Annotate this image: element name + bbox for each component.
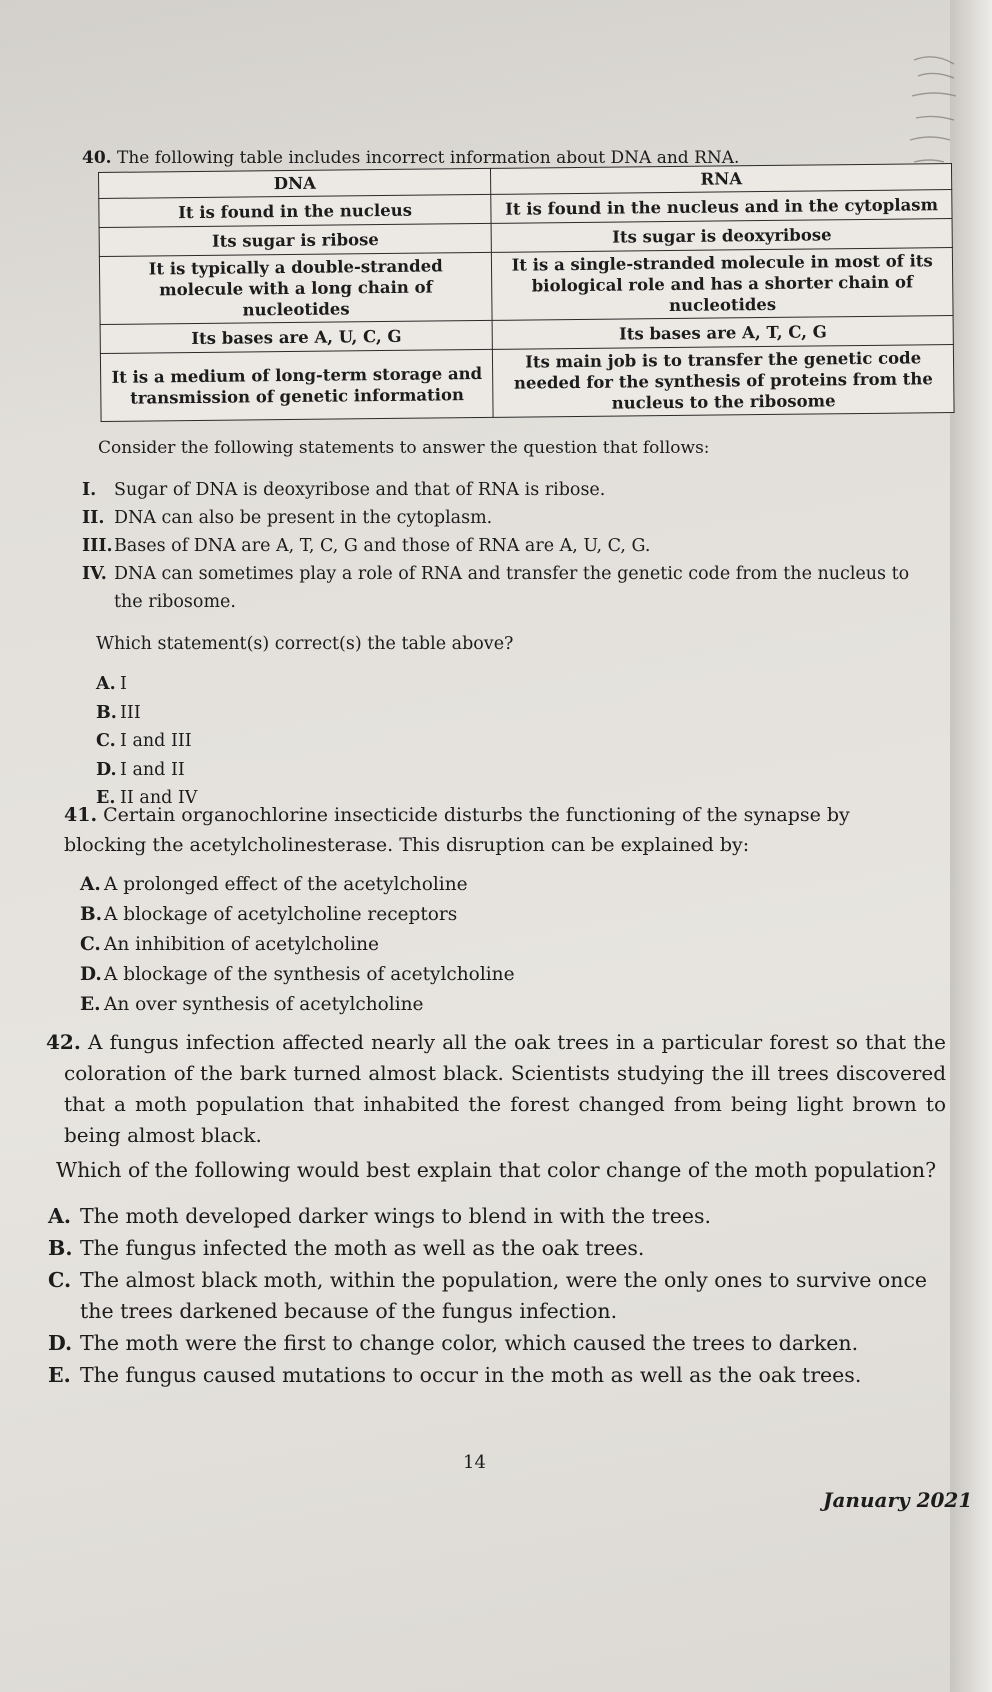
table-row <box>100 345 954 422</box>
dna-cell: It is found in the nucleus <box>99 194 492 227</box>
dna-cell: It is typically a double-stranded molecule with a long chain of nucleotides <box>99 252 492 324</box>
dna-cell: Its bases are A, U, C, G <box>100 320 493 353</box>
page-number: 14 <box>463 1452 486 1473</box>
rna-cell: Its sugar is deoxyribose <box>491 219 952 253</box>
answer-option[interactable]: D. I and II <box>96 759 185 780</box>
statement-item: II. DNA can also be present in the cytoplasm. <box>82 508 493 528</box>
answer-option[interactable]: D. A blockage of the synthesis of acetylcholine <box>80 964 515 985</box>
table-row <box>99 248 953 325</box>
question-40-title: 40. The following table includes incorrect information about DNA and RNA. <box>82 148 740 168</box>
answer-option[interactable]: B. The fungus infected the moth as well as the oak trees. <box>48 1236 645 1260</box>
adjacent-page-edge <box>950 0 992 1692</box>
question-42-stem: 42. A fungus infection affected nearly all the oak trees in a particular forest so that the coloration of the bark turned almost black. Scientists studying the ill trees discovered that a moth population that inhabited the forest changed from being light brown to being almost black. <box>46 1030 947 1147</box>
consider-instruction: Consider the following statements to answer the question that follows: <box>98 438 710 458</box>
question-42-prompt: Which of the following would best explain that color change of the moth population? <box>56 1158 937 1182</box>
answer-option[interactable]: C. An inhibition of acetylcholine <box>80 934 379 955</box>
footer-date: January 2021 <box>823 1488 973 1512</box>
question-42 <box>46 1027 947 1182</box>
question-41-options <box>80 870 515 1020</box>
dna-cell: Its sugar is ribose <box>99 223 492 256</box>
dna-header: DNA <box>99 168 492 198</box>
answer-option[interactable]: A. I <box>96 674 127 694</box>
question-41-stem: 41. Certain organochlorine insecticide disturbs the functioning of the synapse by blocking the acetylcholinesterase. This disruption can be explained by: <box>64 804 850 856</box>
statement-item: III. Bases of DNA are A, T, C, G and those of RNA are A, U, C, G. <box>82 536 651 556</box>
answer-option[interactable]: C. I and III <box>96 731 192 751</box>
rna-cell: Its bases are A, T, C, G <box>492 316 953 350</box>
answer-option[interactable]: D. The moth were the first to change color, which caused the trees to darken. <box>48 1331 859 1355</box>
answer-option[interactable]: E. An over synthesis of acetylcholine <box>80 994 424 1015</box>
answer-option[interactable]: B. III <box>96 702 141 723</box>
answer-option[interactable]: C. The almost black moth, within the population, were the only ones to survive once the trees darkened because of the fungus infection. <box>48 1268 928 1323</box>
dna-cell: It is a medium of long-term storage and transmission of genetic information <box>100 349 493 421</box>
question-42-options <box>48 1201 948 1392</box>
rna-cell: Its main job is to transfer the genetic code needed for the synthesis of proteins from the nucleus to the ribosome <box>493 345 954 418</box>
answer-option[interactable]: B. A blockage of acetylcholine receptors <box>80 904 458 925</box>
statement-item: I. Sugar of DNA is deoxyribose and that of RNA is ribose. <box>82 480 606 500</box>
rna-header: RNA <box>491 164 952 195</box>
question-40-options <box>96 670 197 813</box>
rna-cell: It is a single-stranded molecule in most of its biological role and has a shorter chain of nucleotides <box>492 248 953 321</box>
answer-option[interactable]: E. The fungus caused mutations to occur in the moth as well as the oak trees. <box>48 1363 862 1387</box>
dna-rna-table <box>98 163 955 422</box>
statement-list <box>82 476 942 616</box>
question-40-prompt: Which statement(s) correct(s) the table above? <box>96 634 514 654</box>
answer-option[interactable]: E. II and IV <box>96 788 198 808</box>
answer-option[interactable]: A. The moth developed darker wings to blend in with the trees. <box>48 1204 712 1228</box>
statement-item: IV. DNA can sometimes play a role of RNA and transfer the genetic code from the nucleus to the ribosome. <box>82 564 910 612</box>
answer-option[interactable]: A. A prolonged effect of the acetylcholine <box>80 874 468 895</box>
rna-cell: It is found in the nucleus and in the cytoplasm <box>491 190 952 224</box>
